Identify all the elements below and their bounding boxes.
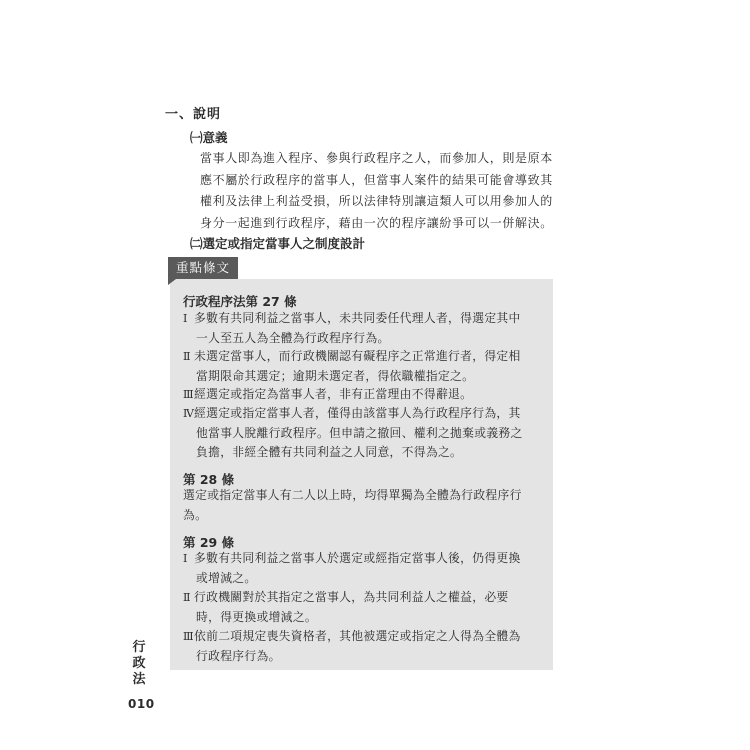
paragraph-line: 身分一起進到行政程序，藉由一次的程序讓紛爭可以一併解決。 (200, 215, 553, 230)
side-chapter-label (131, 640, 147, 688)
clause-text: 未選定當事人，而行政機關認有礙程序之正常進行者，得定相 (194, 349, 521, 363)
subsection-title-design: ㈡選定或指定當事人之制度設計 (190, 236, 366, 251)
article-27-clause-2 (183, 347, 545, 386)
clause-text: 當期限命其選定；逾期未選定者，得依職權指定之。 (196, 368, 475, 383)
subsection-title-meaning: ㈠意義 (190, 130, 228, 145)
clause-number: Ⅲ (183, 630, 194, 643)
article-29-clause-3 (183, 627, 545, 666)
clause-number: Ⅰ (183, 552, 188, 565)
clause-text: 一人至五人為全體為行政程序行為。 (196, 330, 390, 345)
clause-text: 時，得更換或增減之。 (196, 609, 317, 624)
clause-number: Ⅱ (183, 350, 191, 363)
clause-text: 依前二項規定喪失資格者，其他被選定或指定之人得為全體為 (194, 629, 521, 643)
article-27-clause-1 (183, 309, 545, 348)
article-28-title: 第 28 條 (183, 472, 235, 487)
clause-text: 行政機關對於其指定之當事人，為共同利益人之權益，必要 (194, 590, 509, 604)
clause-number: Ⅳ (183, 407, 195, 420)
clause-number: Ⅰ (183, 312, 188, 325)
key-articles-tab: 重點條文 (168, 257, 238, 279)
paragraph-line: 權利及法律上利益受損，所以法律特別讓這類人可以用參加人的 (200, 194, 553, 208)
clause-text: 或增減之。 (196, 570, 257, 585)
clause-text: 負擔，非經全體有共同利益之人同意，不得為之。 (196, 445, 463, 459)
paragraph-line: 當事人即為進入程序、參與行政程序之人，而參加人，則是原本 (200, 151, 553, 165)
article-29-clause-2 (183, 588, 545, 627)
clause-number: Ⅱ (183, 591, 191, 604)
page-number: 010 (128, 697, 155, 711)
section-title: 一、說明 (165, 107, 222, 122)
side-label-char: 法 (132, 672, 146, 687)
clause-text: 經選定或指定為當事人者，非有正當理由不得辭退。 (194, 387, 473, 401)
article-text-line: 選定或指定當事人有二人以上時，均得單獨為全體為行政程序行 (183, 488, 522, 502)
paragraph-line: 應不屬於行政程序的當事人，但當事人案件的結果可能會導致其 (200, 172, 553, 187)
article-29-clause-1 (183, 549, 545, 588)
article-28-text (183, 486, 522, 525)
clause-number: Ⅲ (183, 388, 194, 401)
clause-text: 多數有共同利益之當事人，未共同委任代理人者，得選定其中 (194, 311, 521, 325)
article-text-line: 為。 (183, 507, 208, 522)
article-27-clause-4 (183, 404, 545, 463)
explanation-paragraph (200, 148, 560, 234)
article-27-title: 行政程序法第 27 條 (183, 294, 297, 309)
clause-text: 多數有共同利益之當事人於選定或經指定當事人後，仍得更換 (194, 551, 521, 565)
article-29-title: 第 29 條 (183, 535, 235, 550)
side-label-char: 政 (132, 656, 146, 671)
clause-text: 行政程序行為。 (196, 648, 281, 663)
article-27-clause-3 (183, 385, 545, 405)
clause-text: 他當事人脫離行政程序。但申請之撤回、權利之拋棄或義務之 (196, 425, 523, 440)
side-label-char: 行 (132, 640, 146, 655)
tab-notch (168, 279, 176, 285)
clause-text: 經選定或指定當事人者，僅得由該當事人為行政程序行為，其 (194, 406, 521, 420)
